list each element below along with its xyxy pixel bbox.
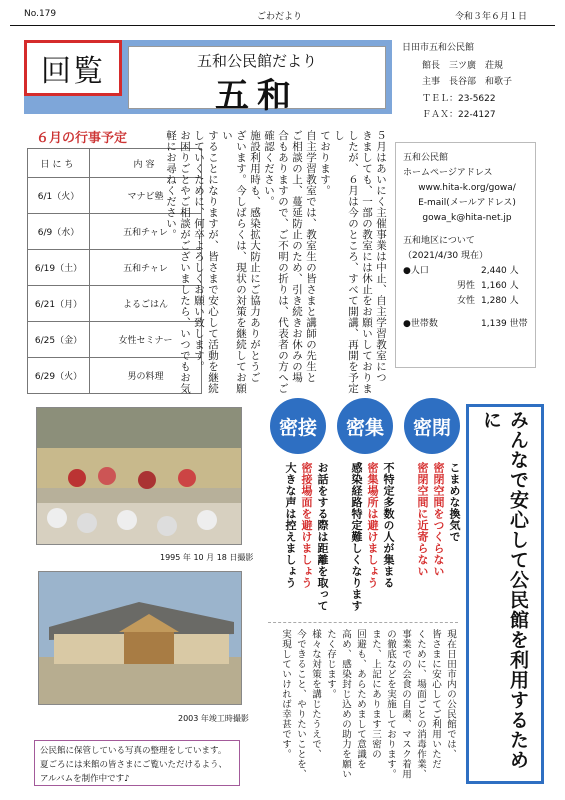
female-label: 女性 <box>456 296 475 306</box>
note-line: 夏ごろには来館の皆さまにご覧いただけるよう、 <box>40 760 228 770</box>
article-notice <box>165 130 388 402</box>
article-line: していくために、何卒よろしくお願い致します。 <box>193 130 205 372</box>
article-line: ております。 <box>319 130 331 196</box>
male-row <box>403 279 531 294</box>
events-header-content: 内容 <box>90 149 202 178</box>
male-value: 1,160 人 <box>481 281 519 291</box>
email-label: E-mail(メールアドレス) <box>418 198 516 208</box>
article-line: 皆さまに安心してご利用いただ <box>430 629 441 769</box>
event-date: 6/25（金） <box>28 322 90 358</box>
event-date: 6/19（土） <box>28 250 90 286</box>
misshu-line: 不特定多数の人が集まる <box>382 462 395 589</box>
hp-title2: ホームページアドレス <box>403 168 493 178</box>
pop-label: ●人口 <box>403 266 429 276</box>
missetsu-line: 大きな声は控えましょう <box>284 462 297 589</box>
event-date: 6/21（月） <box>28 286 90 322</box>
missetsu-line: 密接場面を避けましょう <box>300 462 313 589</box>
article-line: きましても、一部の教室には休止をお願いしておりま <box>361 130 373 394</box>
event-content: 五和チャレ <box>90 250 202 286</box>
mippei-line: こまめな換気で <box>448 462 461 543</box>
misshu-line: 密集場所は避けましょう <box>366 462 379 589</box>
event-date: 6/29（火） <box>28 358 90 394</box>
article-line: 実現していければ幸甚です。 <box>280 629 291 759</box>
event-content: マナビ塾 <box>90 178 202 214</box>
article-line: また、上記にあります三密の <box>370 629 381 759</box>
female-value: 1,280 人 <box>481 296 519 306</box>
office-name: 日田市五和公民館 <box>402 43 475 53</box>
article-line: の徹底などを実施しております。 <box>385 629 396 779</box>
office-staff: 主事 長谷部 和歌子 <box>422 77 513 87</box>
female-row <box>403 294 531 309</box>
article-line: 回避も、あらためまして意識を <box>355 629 366 769</box>
area-title: 五和地区について <box>403 236 475 246</box>
homepage-link[interactable]: www.hita-k.org/gowa/ <box>418 183 516 193</box>
article-line: 様々な対策を講じたうえで、 <box>310 629 321 759</box>
article-line: ご相談の上、蔓延防止のため、引き続きお休みの場 <box>291 130 303 383</box>
article-line: 高め、感染封じ込めの助力を願い <box>340 629 351 779</box>
slogan-text: みんなで安心して公民館を利用するために <box>480 410 529 770</box>
office-director: 館長 三ツ廣 荘規 <box>422 61 504 71</box>
article-line: 軽にお尋ねください。 <box>165 130 177 240</box>
area-date: （2021/4/30 現在） <box>403 251 489 261</box>
article-line: ざいます。今しばらくは、現状の対策を継続してお願い <box>221 130 247 394</box>
misshu-badge: 密集 <box>337 398 393 454</box>
article-line: 現在日田市内の公民館では、 <box>445 629 456 759</box>
event-date: 6/9（水） <box>28 214 90 250</box>
building-photo <box>38 571 242 705</box>
house-row <box>403 317 531 332</box>
newsletter-name: ごわだより <box>257 12 303 22</box>
office-tel: ＴＥＬ：23-5622 <box>422 94 496 104</box>
mippei-text <box>406 462 462 592</box>
office-fax: ＦＡＸ：22-4127 <box>422 110 496 120</box>
issue-number: No.179 <box>24 9 57 19</box>
email-link[interactable]: gowa_k@hita-net.jp <box>422 213 512 223</box>
header-divider <box>10 25 555 26</box>
circulation-stamp: 回覧 <box>24 40 122 96</box>
mippei-badge: 密閉 <box>404 398 460 454</box>
festival-photo <box>36 407 242 545</box>
newsletter-subtitle: 五和公民館だより <box>196 52 317 70</box>
events-header-date: 日にち <box>28 149 90 178</box>
pop-value: 2,440 人 <box>481 266 519 276</box>
event-content: 男の料理 <box>90 358 202 394</box>
pop-row <box>403 264 531 279</box>
event-content: 女性セミナー <box>90 322 202 358</box>
info-box <box>395 142 536 368</box>
newsletter-title: 五和 <box>215 76 299 116</box>
mippei-line: 密閉空間に近寄らない <box>416 462 429 577</box>
article-line: たく存じます。 <box>325 629 336 699</box>
note-line: アルバムを制作中です♪ <box>40 774 130 784</box>
article-line: ５月はあいにく主催事業は中止、自主学習教室につ <box>375 130 387 383</box>
article-line: したが、６月は今のところ、すべて開講、再開を予定し <box>333 130 359 394</box>
article-line: 施設利用時も、感染拡大防止にご協力ありがとうご <box>249 130 261 383</box>
event-content: 五和チャレ <box>90 214 202 250</box>
issue-date: 令和３年６月１日 <box>455 12 528 22</box>
mippei-line: 密閉空間をつくらない <box>432 462 445 577</box>
hp-title1: 五和公民館 <box>403 153 449 163</box>
house-label: ●世帯数 <box>403 319 438 329</box>
article-line: くために、場面ごとの消毒作業、 <box>415 629 426 779</box>
article-line: 合もありますので、ご不明の折りは、代表者の方へご <box>277 130 289 394</box>
misshu-line: 感染経路特定難しくなります <box>350 462 363 612</box>
events-title: ６月の行事予定 <box>36 131 128 146</box>
photo2-caption: 2003 年竣工時撮影 <box>178 714 249 723</box>
misshu-text <box>340 462 396 622</box>
festival-photo-illustration <box>37 408 241 544</box>
missetsu-badge: 密接 <box>270 398 326 454</box>
article-line: 確認ください。 <box>263 130 275 207</box>
note-line: 公民館に保管している写真の整理をしています。 <box>40 746 227 756</box>
article-line: 今できること、やりたいことを、 <box>295 629 306 779</box>
photo1-caption: 1995 年 10 月 18 日撮影 <box>160 553 254 562</box>
event-content: よるごはん <box>90 286 202 322</box>
article-line: 事業での会食の自粛、マスク着用 <box>400 629 411 779</box>
missetsu-line: お話をする際は距離を取って <box>316 462 329 612</box>
article-line: 自主学習教室では、教室生の皆さまと講師の先生と <box>305 130 317 383</box>
album-note <box>34 740 240 786</box>
building-photo-illustration <box>39 572 241 704</box>
event-date: 6/1（火） <box>28 178 90 214</box>
male-label: 男性 <box>456 281 475 291</box>
missetsu-text <box>274 462 330 612</box>
article-safety <box>268 622 458 790</box>
house-value: 1,139 世帯 <box>481 319 528 329</box>
article-line: することになりますが、皆さまで安心して活動を継続 <box>207 130 219 394</box>
article-line: お困りごとやご相談がございましたら、いつでもお気 <box>179 130 191 394</box>
